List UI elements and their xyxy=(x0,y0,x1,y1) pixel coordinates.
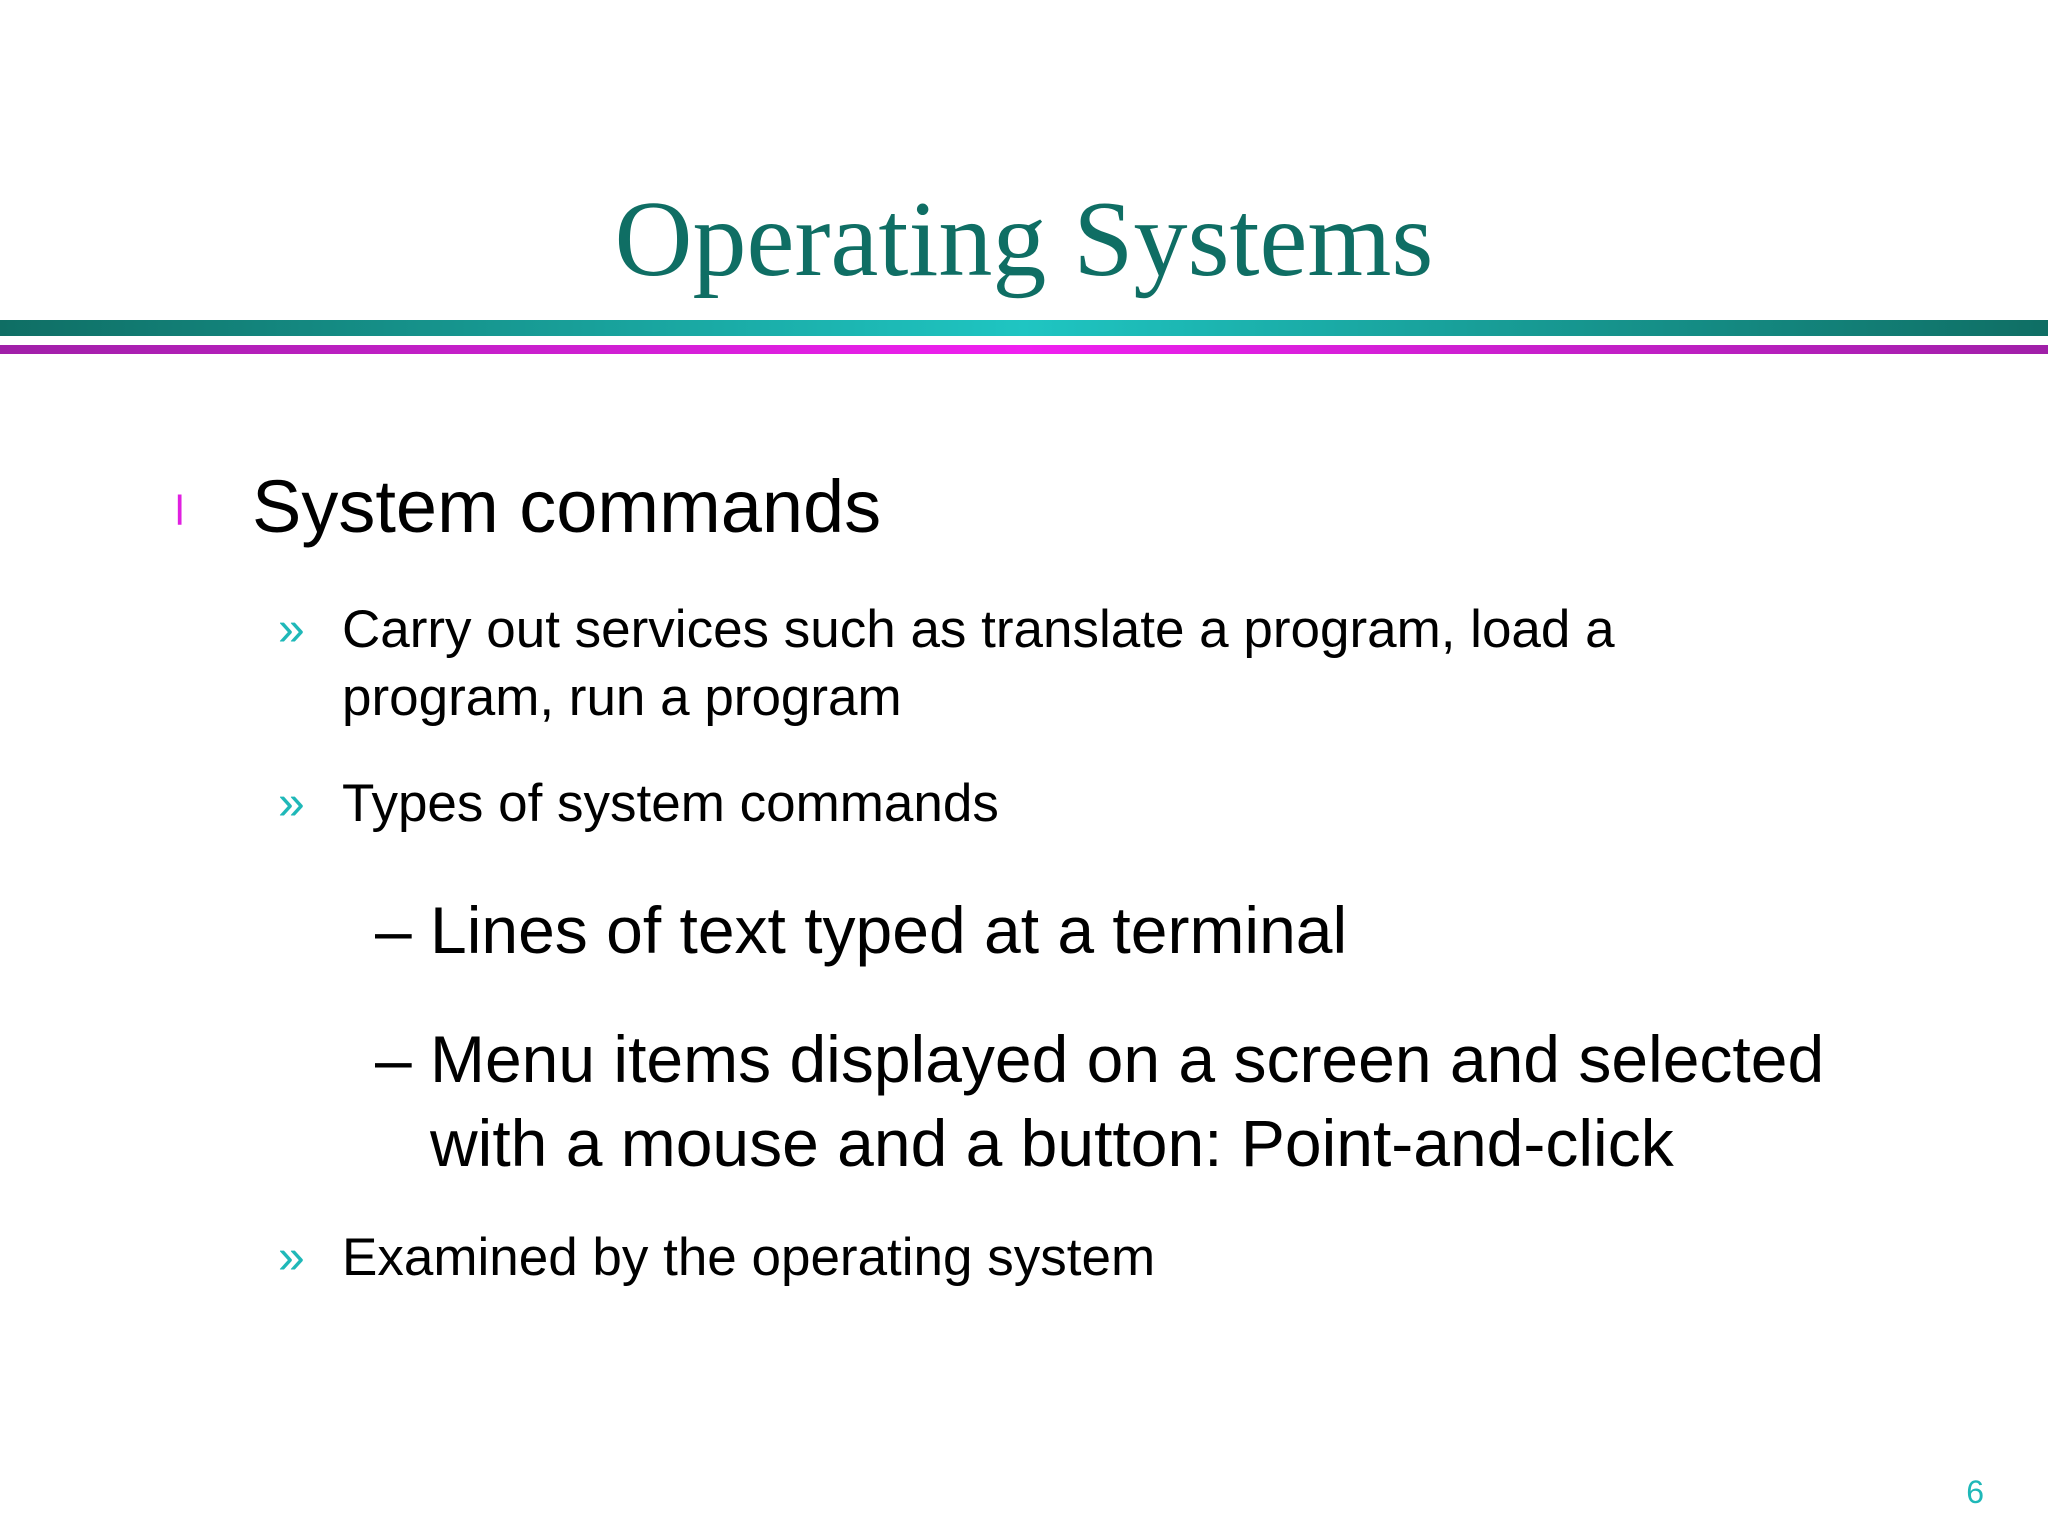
dash-marker: – xyxy=(375,1022,412,1096)
title-divider-magenta xyxy=(0,345,2048,354)
sub-bullet-text: Examined by the operating system xyxy=(342,1228,1156,1287)
sub-bullet-marker: » xyxy=(278,777,305,830)
dash-item-text: Lines of text typed at a terminal xyxy=(430,893,1348,967)
bullet-marker: l xyxy=(175,487,185,534)
dash-item-text: Menu items displayed on a screen and selected with a mouse and a button: Point-and-click xyxy=(430,1022,1825,1180)
sub-bullet-text: Carry out services such as translate a program, load a program, run a program xyxy=(342,600,1615,727)
title-divider-teal xyxy=(0,320,2048,336)
sub-bullet-text: Types of system commands xyxy=(342,774,999,833)
sub-bullet-marker: » xyxy=(278,603,305,656)
dash-marker: – xyxy=(375,893,412,967)
bullet-text: System commands xyxy=(252,465,882,548)
page-number: 6 xyxy=(1966,1474,1984,1510)
slide-title: Operating Systems xyxy=(614,180,1434,299)
sub-bullet-marker: » xyxy=(278,1231,305,1284)
